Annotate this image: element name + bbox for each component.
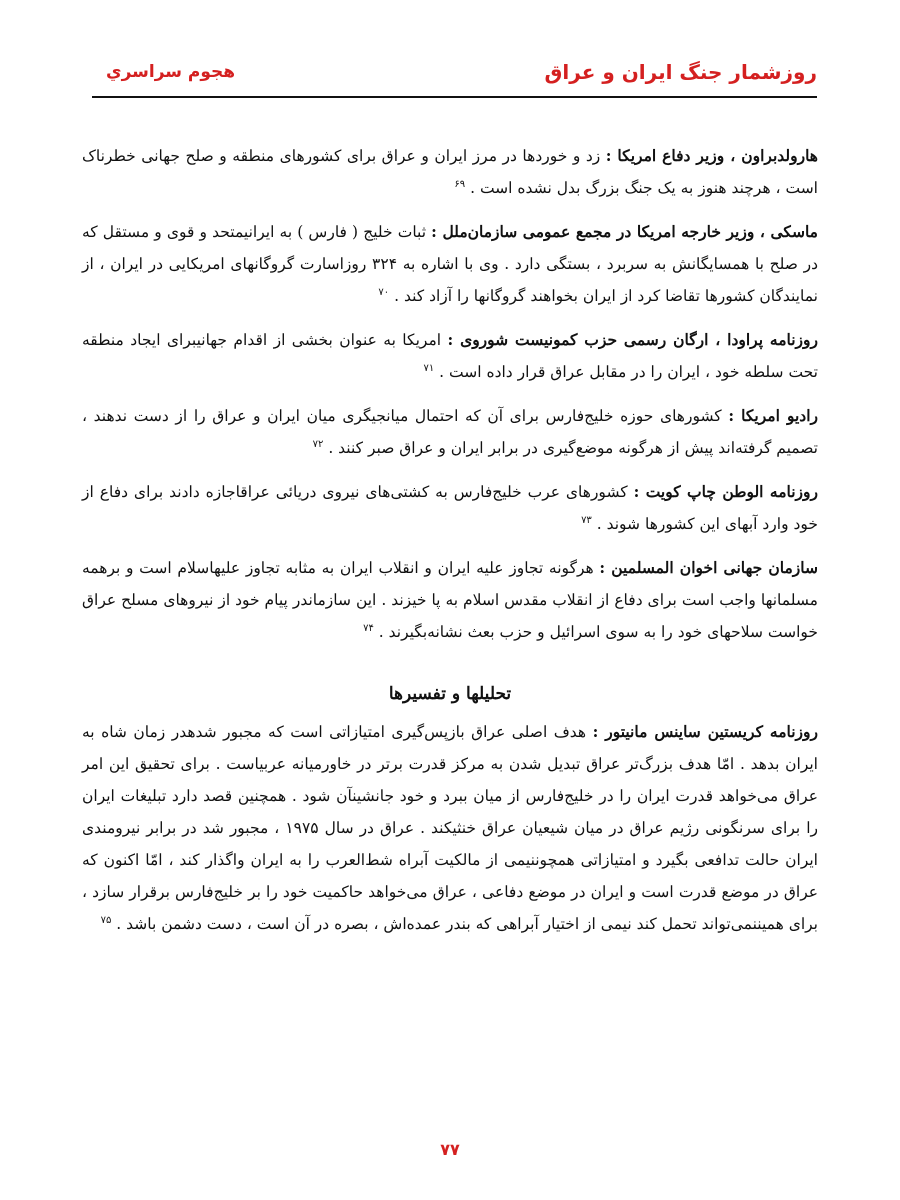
statement-text: زد و خوردها در مرز ایران و عراق برای کشورهای منطقه و صلح جهانی خطرناک است ، هرچند هنوز به یک جنگ بزرگ بدل نشده است . bbox=[82, 147, 818, 197]
statement-paragraph bbox=[82, 324, 818, 388]
analysis-source: روزنامه کریستین ساینس مانیتور : bbox=[592, 722, 818, 741]
statement-paragraph bbox=[82, 476, 818, 540]
footnote-marker: ۷۴ bbox=[363, 622, 374, 634]
header-rule bbox=[92, 96, 817, 98]
analysis-heading: تحلیلها و تفسیرها bbox=[388, 684, 512, 704]
book-title: روزشمار جنگ ایران و عراق bbox=[544, 60, 817, 84]
analysis-text: هدف اصلی عراق بازپس‌گیری امتیازاتی است که مجبور شدهدر زمان شاه به ایران بدهد . امّا هدف بزرگ‌تر عراق تبدیل شدن به مرکز قدرت برتر در خاورمیانه عربیاست . برای تحقیق این امر عراق می‌خواهد قدرت ایران را در خلیج‌فارس از میان ببرد و خود جانشینآن شود . همچنین قصد دارد تبلیغات ایران را برای سرنگونی رژیم عراق در میان شیعیان عراق خنثیکند . عراق در سال ۱۹۷۵ ، مجبور شد در برابر نیرومندی ایران حالت تدافعی بگیرد و امتیازاتی همچوننیمی از مالکیت آبراه شط‌العرب را به ایران واگذار کند ، امّا اکنون که عراق در موضع قدرت است و ایران در موضع دفاعی ، عراق می‌خواهد حاکمیت خود را بر خلیج‌فارس برقرار سازد ، برای همیننمی‌تواند تحمل کند نیمی از اختیار آبراهی که بندر عمده‌اش ، بصره در آن است ، دست دشمن باشد . bbox=[82, 723, 818, 933]
footnote-marker: ۷۱ bbox=[423, 362, 435, 374]
statement-text: ثبات خلیج ( فارس ) به ایرانیمتحد و قوی و مستقل که در صلح با همسایگانش به سربرد ، بستگی دارد . وی با اشاره به ۳۲۴ روزاسارت گروگانهای امریکایی در ایران ، از نمایندگان کشورها تقاضا کرد از ایران بخواهند گروگانها را آزاد کند . bbox=[82, 223, 819, 305]
statement-paragraph bbox=[82, 140, 818, 204]
statement-paragraph bbox=[82, 216, 818, 312]
statement-source: روزنامه پراودا ، ارگان رسمی حزب کمونیست شوروی : bbox=[447, 330, 818, 349]
statement-text: کشورهای حوزه خلیج‌فارس برای آن که احتمال میانجیگری میان ایران و عراق را از دست ندهند ، تصمیم گرفته‌اند پیش از هرگونه موضع‌گیری در برابر ایران و عراق صبر کنند . bbox=[82, 407, 818, 457]
footnote-marker: ۷۳ bbox=[581, 514, 592, 526]
statement-source: سازمان جهانی اخوان المسلمین : bbox=[599, 558, 819, 577]
statement-source: رادیو امریکا : bbox=[728, 406, 818, 425]
page-header bbox=[92, 52, 817, 98]
statement-text: کشورهای عرب خلیج‌فارس به کشتی‌های نیروی دریائی عراقاجازه دادند برای دفاع از خود وارد آبهای این کشورها شوند . bbox=[82, 483, 818, 533]
statement-paragraph bbox=[82, 400, 818, 464]
statement-text: امریکا به عنوان بخشی از اقدام جهانیبرای ایجاد منطقه تحت سلطه خود ، ایران را در مقابل عراق قرار داده است . bbox=[82, 331, 818, 381]
footnote-marker: ۶۹ bbox=[454, 178, 466, 190]
analysis-paragraph bbox=[82, 716, 818, 940]
statement-source: هارولدبراون ، وزیر دفاع امریکا : bbox=[605, 146, 818, 165]
page-number: ۷۷ bbox=[440, 1140, 460, 1159]
statement-source: روزنامه الوطن چاپ کویت : bbox=[633, 482, 818, 501]
footnote-marker: ۷۵ bbox=[100, 914, 112, 926]
page-body bbox=[82, 140, 818, 952]
statement-paragraph bbox=[82, 552, 818, 648]
section-title: هجوم سراسري bbox=[106, 62, 236, 82]
statement-source: ماسکی ، وزیر خارجه امریکا در مجمع عمومی سازمان‌ملل : bbox=[431, 222, 818, 241]
statement-text: هرگونه تجاوز علیه ایران و انقلاب ایران به مثابه تجاوز علیهاسلام است و برهمه مسلمانها واجب است برای دفاع از انقلاب مقدس اسلام به پا خیزند . این سازماندر پیام خود از نیروهای مسلح عراق خواست سلاحهای خود را به سوی اسرائیل و حزب بعث نشانه‌بگیرند . bbox=[82, 559, 818, 641]
footnote-marker: ۷۲ bbox=[312, 438, 324, 450]
footnote-marker: ۷۰ bbox=[378, 286, 390, 298]
